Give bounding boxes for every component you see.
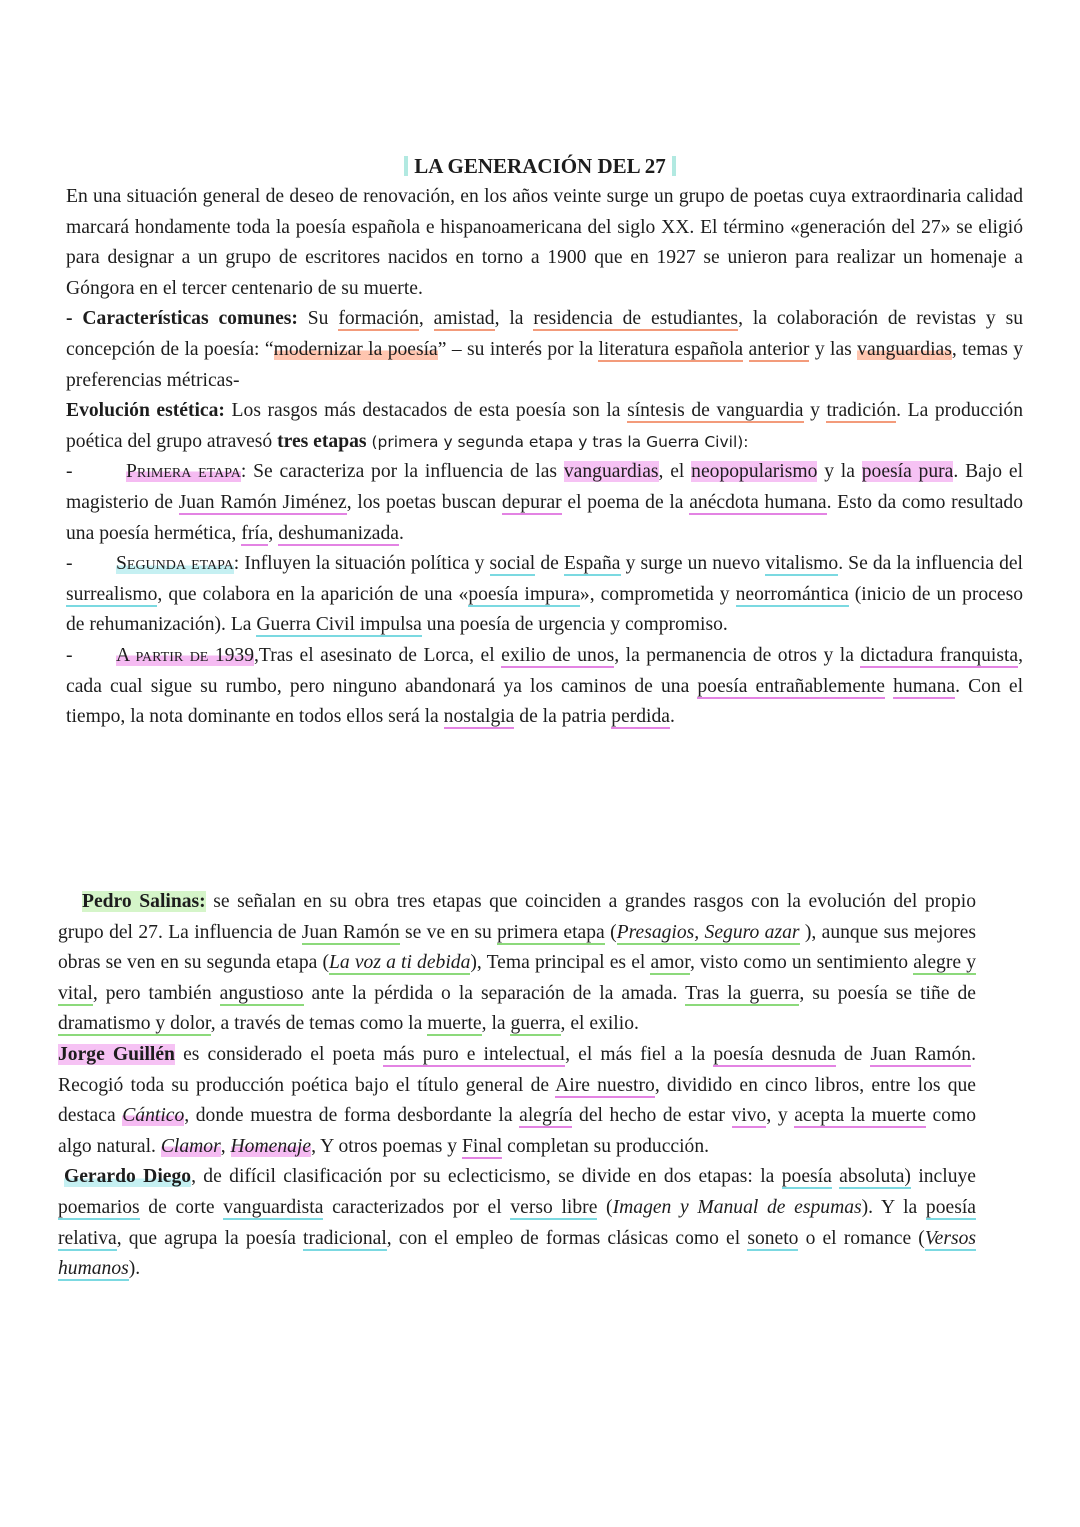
list-item-segunda: - Segunda etapa: Influyen la situación política y social de España y surge un nuevo vitalismo. Se da la influencia del surrealismo, que colabora en la aparición de una «poesía impura», comprometida y neorromántica (inicio de un proceso de rehumanización). La Guerra Civil impulsa una poesía de urgencia y compromiso. — [66, 553, 1024, 636]
paragraph-caracteristicas: - Características comunes: Su formación, amistad, la residencia de estudiantes, la colaboración de revistas y su concepción de la poesía: “modernizar la poesía” – su interés por la literatura española anterior y las vanguardias, temas y preferencias métricas- — [66, 308, 1024, 391]
paragraph-guillen: Jorge Guillén es considerado el poeta más puro e intelectual, el más fiel a la poesía desnuda de Juan Ramón. Recogió toda su producción poética bajo el título general de Aire nuestro, dividido en cinco libros, entre los que destaca Cántico, donde muestra de forma desbordante la alegría del hecho de estar vivo, y acepta la muerte como algo natural. Clamor, Homenaje, Y otros poemas y Final completan su producción. — [58, 1043, 977, 1157]
highlight-mark — [404, 156, 408, 176]
highlight-mark — [672, 156, 676, 176]
page-title: LA GENERACIÓN DEL 27 — [0, 152, 1080, 180]
section-authors — [58, 887, 976, 1285]
section-generation — [66, 182, 1023, 733]
paragraph-salinas: Pedro Salinas: se señalan en su obra tres etapas que coinciden a grandes rasgos con la evolución del propio grupo del 27. La influencia de Juan Ramón se ve en su primera etapa (Presagios, Seguro azar ), aunque sus mejores obras se ven en su segunda etapa (La voz a ti debida), Tema principal es el amor, visto como un sentimiento alegre y vital, pero también angustioso ante la pérdida o la separación de la amada. Tras la guerra, su poesía se tiñe de dramatismo y dolor, a través de temas como la muerte, la guerra, el exilio. — [58, 891, 977, 1035]
list-item-primera: - Primera etapa: Se caracteriza por la influencia de las vanguardias, el neopopularismo y la poesía pura. Bajo el magisterio de Juan Ramón Jiménez, los poetas buscan depurar el poema de la anécdota humana. Esto da como resultado una poesía hermética, fría, deshumanizada. — [66, 461, 1024, 544]
list-item-tercera: - A partir de 1939,Tras el asesinato de Lorca, el exilio de unos, la permanencia de otros y la dictadura franquista, cada cual sigue su rumbo, pero ninguno abandonará ya los caminos de una poesía entrañablemente humana. Con el tiempo, la nota dominante en todos ellos será la nostalgia de la patria perdida. — [66, 644, 1024, 728]
paragraph-evolucion: Evolución estética: Los rasgos más destacados de esta poesía son la síntesis de vanguardia y tradición. La producción poética del grupo atravesó tres etapas (primera y segunda etapa y tras la Guerra Civil): — [66, 400, 1024, 452]
intro-paragraph: En una situación general de deseo de renovación, en los años veinte surge un grupo de poetas cuya extraordinaria calidad marcará hondamente toda la poesía española e hispanoamericana del siglo XX. El término «generación del 27» se eligió para designar a un grupo de escritores nacidos en torno a 1900 que en 1927 se unieron para realizar un homenaje a Góngora en el tercer centenario de su muerte. — [66, 186, 1023, 299]
paragraph-diego: Gerardo Diego, de difícil clasificación por su eclecticismo, se divide en dos etapas: la poesía absoluta) incluye poemarios de corte vanguardista caracterizados por el verso libre (Imagen y Manual de espumas). Y la poesía relativa, que agrupa la poesía tradicional, con el empleo de formas clásicas como el soneto o el romance (Versos humanos). — [58, 1166, 977, 1280]
